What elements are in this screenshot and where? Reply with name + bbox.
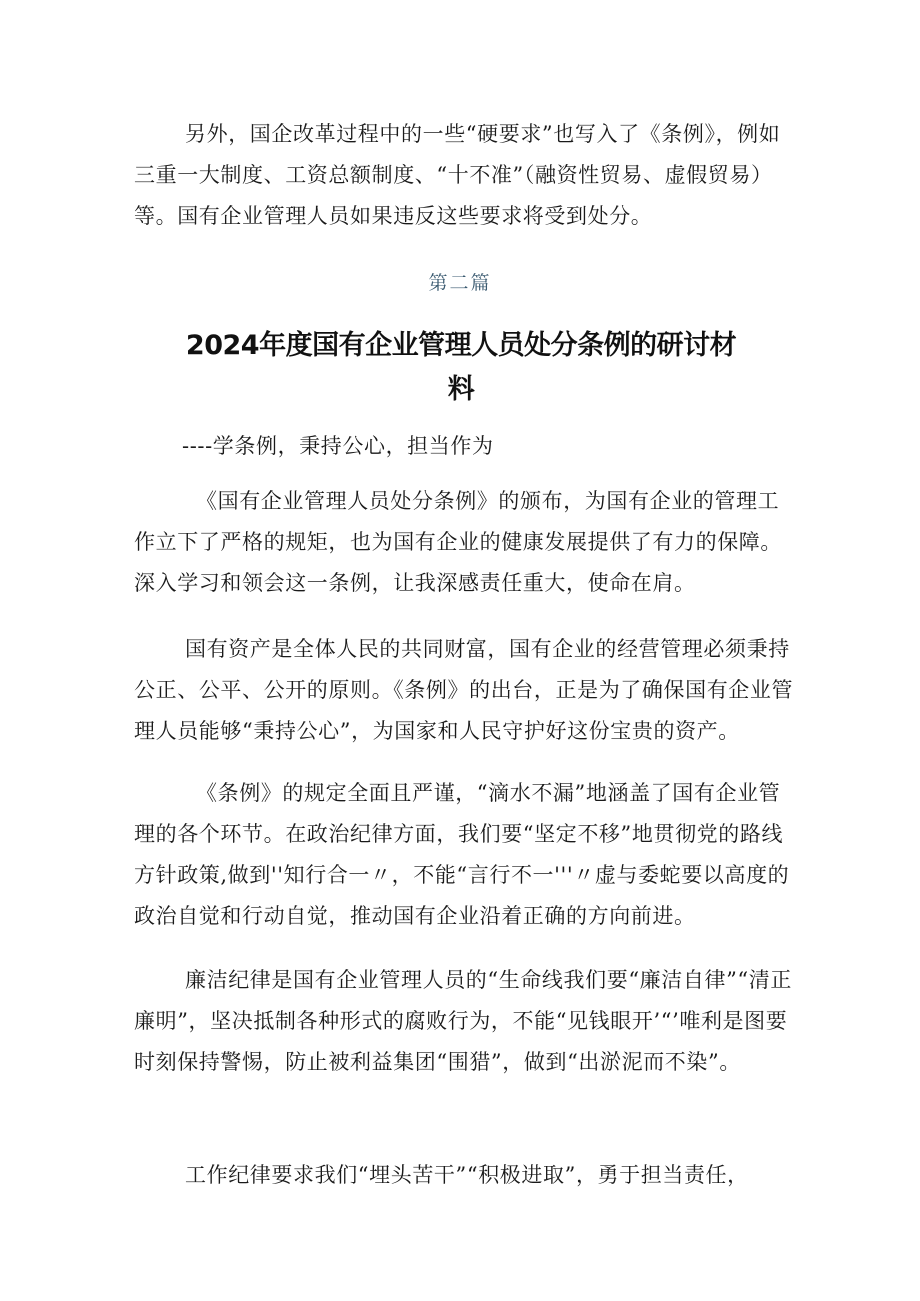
body-paragraph-4: 廉洁纪律是国有企业管理人员的“生命线我们要“廉洁自律”“清正廉明”，坚决抵制各种形式的腐败行为，不能“见钱眼开’“’唯利是图要时刻保持警惕，防止被利益集团“围猎”，做到“出淤泥而不染”。 (134, 968, 792, 1074)
section-label: 第二篇 (428, 272, 492, 294)
body-paragraph-3: 《条例》的规定全面且严谨，“滴水不漏”地涵盖了国有企业管理的各个环节。在政治纪律方面，我们要“坚定不移”地贯彻党的路线方针政策,做到''知行合一〃，不能“言行不一'''〃虚与委蛇要以高度的政治自觉和行动自觉，推动国有企业沿着正确的方向前进。 (134, 781, 790, 928)
body-paragraph-2: 国有资产是全体人民的共同财富，国有企业的经营管理必须秉持公正、公平、公开的原则。《条例》的出台，正是为了确保国有企业管理人员能够“秉持公心”，为国家和人民守护好这份宝贵的资产。 (134, 637, 794, 743)
intro-paragraph: 另外，国企改革过程中的一些“硬要求”也写入了《条例》，例如三重一大制度、工资总额制度、“十不准”（融资性贸易、虚假贸易）等。国有企业管理人员如果违反这些要求将受到处分。 (134, 122, 781, 228)
body-paragraph-5: 工作纪律要求我们“埋头苦干”“积极进取”，勇于担当责任， (185, 1163, 749, 1187)
document-subtitle: ----学条例，秉持公心，担当作为 (182, 434, 494, 458)
body-paragraph-1: 《国有企业管理人员处分条例》的颁布，为国有企业的管理工作立下了严格的规矩，也为国有企业的健康发展提供了有力的保障。深入学习和领会这一条例，让我深感责任重大，使命在肩。 (134, 489, 782, 595)
document-title: 2024年度国有企业管理人员处分条例的研讨材料 (185, 330, 737, 405)
